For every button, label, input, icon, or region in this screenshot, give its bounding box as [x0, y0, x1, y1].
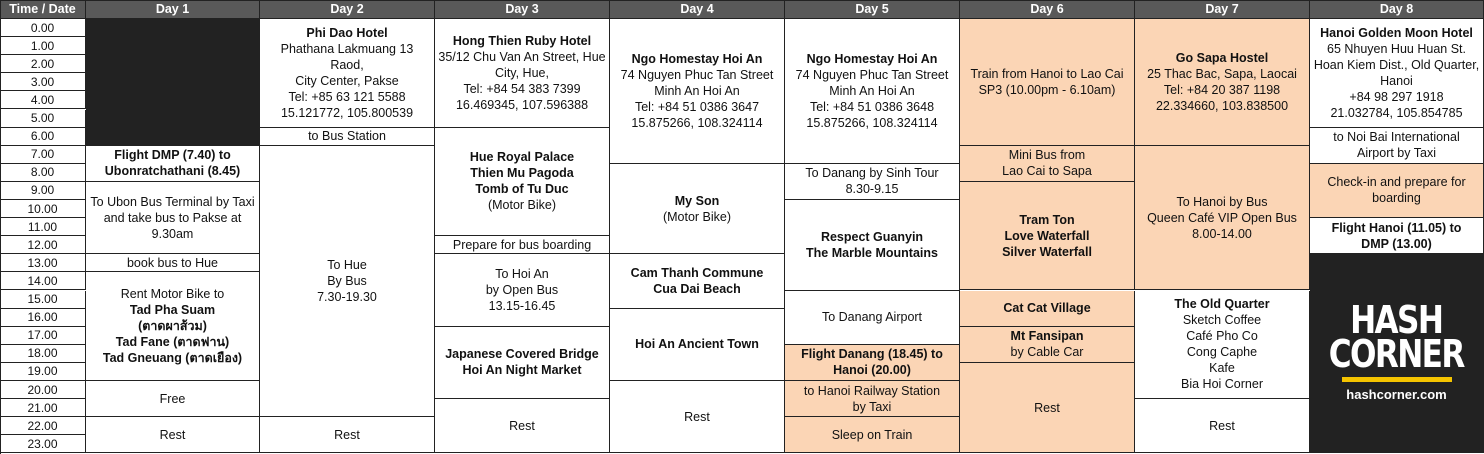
- day-header: Day 1: [86, 0, 260, 19]
- day4-myson-line: (Motor Bike): [662, 209, 732, 224]
- day6-minibus-line: Lao Cai to Sapa: [1002, 164, 1092, 179]
- day3-prepare-line: Prepare for bus boarding: [452, 237, 592, 252]
- day4-hotel-line: Tel: +84 51 0386 3647: [634, 99, 760, 114]
- day6-fansipan-line: Mt Fansipan: [1010, 329, 1084, 344]
- day5-airport: [785, 291, 960, 345]
- day-header: Day 4: [610, 0, 785, 19]
- day6-fansipan-line: by Cable Car: [1010, 345, 1084, 360]
- day6-trek-line: Silver Waterfall: [1002, 244, 1092, 259]
- day7-quarter-line: Bia Hoi Corner: [1181, 377, 1263, 392]
- day-header: Day 7: [1135, 0, 1310, 19]
- time-cell: 15.00: [0, 291, 86, 309]
- day6-village: [960, 291, 1135, 327]
- day6-trek-line: Love Waterfall: [1004, 228, 1090, 243]
- time-cell: 14.00: [0, 272, 86, 290]
- day3-hotel-line: City, Hue,: [495, 65, 549, 80]
- day8-hotel-line: 65 Nhuyen Huu Huan St.: [1327, 41, 1466, 56]
- day2-bus-line: By Bus: [327, 273, 367, 288]
- time-cell: 20.00: [0, 381, 86, 399]
- day4-hotel: [610, 19, 785, 164]
- day5-flight-line: Hanoi (20.00): [833, 363, 911, 378]
- day3-hotel: [435, 19, 610, 128]
- time-cell: 4.00: [0, 91, 86, 109]
- day3-sights-line: Hue Royal Palace: [469, 150, 575, 165]
- time-cell: 2.00: [0, 55, 86, 73]
- day1-flight-line: Flight DMP (7.40) to: [114, 148, 231, 163]
- day1-free-line: Free: [159, 391, 186, 406]
- day2-bus-line: To Hue: [327, 257, 367, 272]
- day2-rest: [260, 417, 435, 453]
- day7-quarter-line: Cong Caphe: [1186, 345, 1258, 360]
- day1-free: [86, 381, 260, 417]
- day1-sleep-block: [86, 19, 260, 146]
- day7-hotel-line: 22.334660, 103.838500: [1155, 98, 1289, 113]
- day3-hotel-line: 16.469345, 107.596388: [455, 97, 589, 112]
- day5-station: [785, 381, 960, 417]
- day4-hotel-line: Ngo Homestay Hoi An: [631, 51, 763, 66]
- day5-tour-line: To Danang by Sinh Tour: [805, 166, 939, 181]
- time-cell: 6.00: [0, 128, 86, 146]
- day4-myson: [610, 164, 785, 255]
- time-cell: 19.00: [0, 363, 86, 381]
- day3-sights-line: (Motor Bike): [487, 198, 557, 213]
- day4-beach: [610, 254, 785, 308]
- day2-hotel-line: Phi Dao Hotel: [306, 25, 388, 40]
- day1-rent: [86, 272, 260, 381]
- day5-station-line: to Hanoi Railway Station: [803, 383, 941, 398]
- day1-rest: [86, 417, 260, 453]
- day3-bus-line: 13.15-16.45: [488, 298, 556, 313]
- day8-flight: [1310, 218, 1484, 254]
- day1-rent-line: Tad Pha Suam: [129, 303, 216, 318]
- day-header: Day 6: [960, 0, 1135, 19]
- day8-hotel-line: 21.032784, 105.854785: [1330, 105, 1463, 120]
- day5-hotel-line: Tel: +84 51 0386 3648: [809, 99, 935, 114]
- time-cell: 0.00: [0, 19, 86, 37]
- day8-flight-line: DMP (13.00): [1361, 236, 1432, 251]
- day7-rest: [1135, 399, 1310, 453]
- day7-hotel-line: Tel: +84 20 387 1198: [1163, 82, 1281, 97]
- day5-train-line: Sleep on Train: [831, 427, 913, 442]
- day6-minibus: [960, 146, 1135, 182]
- logo-url: hashcorner.com: [1346, 387, 1447, 403]
- day5-hotel-line: Ngo Homestay Hoi An: [806, 51, 938, 66]
- day3-bus-line: by Open Bus: [485, 282, 559, 297]
- time-cell: 5.00: [0, 110, 86, 128]
- grid-left-border: [0, 0, 1, 454]
- day7-quarter-line: Kafe: [1209, 361, 1235, 376]
- day6-rest-line: Rest: [1034, 400, 1060, 415]
- time-cell: 3.00: [0, 73, 86, 91]
- day2-rest-line: Rest: [334, 427, 360, 442]
- day8-hotel-line: Hoan Kiem Dist., Old Quarter,: [1313, 57, 1480, 72]
- day5-flight-line: Flight Danang (18.45) to: [801, 347, 943, 362]
- day7-quarter-line: Sketch Coffee: [1182, 313, 1262, 328]
- day6-trek-line: Tram Ton: [1019, 212, 1075, 227]
- day5-hotel-line: 74 Nguyen Phuc Tan Street: [795, 67, 949, 82]
- time-cell: 9.00: [0, 182, 86, 200]
- day3-bus-line: To Hoi An: [495, 266, 549, 281]
- time-cell: 7.00: [0, 146, 86, 164]
- day3-hotel-line: Tel: +84 54 383 7399: [463, 81, 581, 96]
- day2-hotel-line: City Center, Pakse: [295, 73, 399, 88]
- day3-sights-line: Tomb of Tu Duc: [475, 182, 569, 197]
- day1-rent-line: (ตาดผาส้วม): [138, 319, 207, 334]
- day8-hotel: [1310, 19, 1484, 128]
- day7-bus: [1135, 146, 1310, 291]
- day7-bus-line: 8.00-14.00: [1192, 226, 1252, 241]
- day1-rent-line: Rent Motor Bike to: [120, 287, 225, 302]
- day4-rest: [610, 381, 785, 453]
- time-cell: 13.00: [0, 254, 86, 272]
- day6-train-line: SP3 (10.00pm - 6.10am): [978, 82, 1116, 97]
- day1-bus: [86, 182, 260, 254]
- day1-bus-line: 9.30am: [151, 226, 194, 241]
- day8-flight-line: Flight Hanoi (11.05) to: [1331, 220, 1462, 235]
- day3-hotel-line: 35/12 Chu Van An Street, Hue: [438, 49, 606, 64]
- time-cell: 1.00: [0, 37, 86, 55]
- day6-train: [960, 19, 1135, 146]
- day6-village-line: Cat Cat Village: [1003, 301, 1091, 316]
- grid-top-border: [0, 0, 1484, 1]
- day3-rest-line: Rest: [509, 418, 535, 433]
- day5-sights-line: The Marble Mountains: [806, 245, 938, 260]
- day3-sights: [435, 128, 610, 237]
- day6-train-line: Train from Hanoi to Lao Cai: [970, 66, 1124, 81]
- day3-prepare: [435, 236, 610, 254]
- day4-hotel-line: 15.875266, 108.324114: [631, 115, 763, 130]
- day5-station-line: by Taxi: [852, 399, 892, 414]
- day7-bus-line: Queen Café VIP Open Bus: [1147, 210, 1297, 225]
- time-cell: 10.00: [0, 200, 86, 218]
- day-header: Day 3: [435, 0, 610, 19]
- day2-station: [260, 128, 435, 146]
- day7-quarter-line: Café Pho Co: [1186, 329, 1258, 344]
- day5-hotel-line: 15.875266, 108.324114: [806, 115, 938, 130]
- day7-rest-line: Rest: [1209, 418, 1235, 433]
- day3-rest: [435, 399, 610, 453]
- day5-train: [785, 417, 960, 453]
- day5-hotel-line: Minh An Hoi An: [829, 83, 915, 98]
- day3-evening-line: Japanese Covered Bridge: [445, 347, 599, 362]
- day1-bus-line: and take bus to Pakse at: [103, 210, 242, 225]
- day3-evening: [435, 327, 610, 399]
- day3-hotel-line: Hong Thien Ruby Hotel: [452, 33, 592, 48]
- day8-hotel-line: Hanoi Golden Moon Hotel: [1320, 25, 1473, 40]
- time-cell: 12.00: [0, 236, 86, 254]
- day8-airport-line: to Noi Bai International: [1333, 130, 1460, 145]
- day1-book-line: book bus to Hue: [126, 255, 219, 270]
- day8-hotel-line: +84 98 297 1918: [1349, 89, 1444, 104]
- header-corner: Time / Date: [0, 0, 86, 19]
- day-header: Day 5: [785, 0, 960, 19]
- day6-fansipan: [960, 327, 1135, 363]
- day7-quarter: [1135, 291, 1310, 400]
- day7-hotel: [1135, 19, 1310, 146]
- day5-hotel: [785, 19, 960, 164]
- day4-hotel-line: Minh An Hoi An: [654, 83, 740, 98]
- day1-flight: [86, 146, 260, 182]
- day1-bus-line: To Ubon Bus Terminal by Taxi: [90, 194, 255, 209]
- time-cell: 18.00: [0, 345, 86, 363]
- day2-hotel-line: Phathana Lakmuang 13 Raod,: [280, 41, 414, 72]
- time-cell: 16.00: [0, 309, 86, 327]
- day1-rent-line: Tad Fane (ตาดฟาน): [115, 335, 230, 350]
- logo-underline: [1342, 377, 1452, 382]
- day8-airport-line: Airport by Taxi: [1357, 146, 1436, 161]
- day1-book: [86, 254, 260, 272]
- day5-sights-line: Respect Guanyin: [820, 229, 924, 244]
- logo-word: HASH: [1350, 298, 1443, 343]
- time-cell: 8.00: [0, 164, 86, 182]
- day4-rest-line: Rest: [684, 409, 710, 424]
- day7-bus-line: To Hanoi by Bus: [1176, 194, 1268, 209]
- day2-hotel-line: 15.121772, 105.800539: [280, 105, 414, 120]
- logo-word: CORNER: [1329, 332, 1464, 377]
- day4-town-line: Hoi An Ancient Town: [635, 337, 759, 352]
- time-cell: 17.00: [0, 327, 86, 345]
- day4-hotel-line: 74 Nguyen Phuc Tan Street: [620, 67, 774, 82]
- time-cell: 23.00: [0, 435, 86, 453]
- day2-station-line: to Bus Station: [308, 129, 386, 144]
- hashcorner-logo: [1310, 254, 1484, 453]
- time-cell: 21.00: [0, 399, 86, 417]
- day8-hotel-line: Hanoi: [1380, 73, 1413, 88]
- day7-quarter-line: The Old Quarter: [1174, 297, 1270, 312]
- day6-trek: [960, 182, 1135, 291]
- day5-airport-line: To Danang Airport: [821, 310, 923, 325]
- day6-rest: [960, 363, 1135, 454]
- time-cell: 22.00: [0, 417, 86, 435]
- day2-hotel-line: Tel: +85 63 121 5588: [288, 89, 406, 104]
- day1-rent-line: Tad Gneuang (ตาดเยือง): [102, 351, 243, 366]
- time-cell: 11.00: [0, 218, 86, 236]
- day2-bus-line: 7.30-19.30: [317, 289, 377, 304]
- day5-sights: [785, 200, 960, 291]
- day4-beach-line: Cua Dai Beach: [653, 281, 741, 296]
- day8-checkin: [1310, 164, 1484, 218]
- day7-hotel-line: 25 Thac Bac, Sapa, Laocai: [1147, 66, 1297, 81]
- day2-hotel: [260, 19, 435, 128]
- day4-myson-line: My Son: [674, 193, 720, 208]
- day5-flight: [785, 345, 960, 381]
- day3-bus: [435, 254, 610, 326]
- day6-minibus-line: Mini Bus from: [1008, 148, 1086, 163]
- day8-checkin-line: Check-in and prepare for: [1327, 175, 1466, 190]
- day8-airport: [1310, 128, 1484, 164]
- day-header: Day 8: [1310, 0, 1484, 19]
- day1-rest-line: Rest: [159, 427, 186, 442]
- day5-tour: [785, 164, 960, 200]
- day5-tour-line: 8.30-9.15: [845, 182, 899, 197]
- day8-checkin-line: boarding: [1372, 191, 1421, 206]
- day7-hotel-line: Go Sapa Hostel: [1175, 50, 1269, 65]
- day-header: Day 2: [260, 0, 435, 19]
- day4-beach-line: Cam Thanh Commune: [630, 265, 764, 280]
- day3-sights-line: Thien Mu Pagoda: [470, 166, 574, 181]
- day4-town: [610, 309, 785, 381]
- day1-flight-line: Ubonratchathani (8.45): [104, 164, 241, 179]
- day2-bus: [260, 146, 435, 418]
- day3-evening-line: Hoi An Night Market: [462, 363, 582, 378]
